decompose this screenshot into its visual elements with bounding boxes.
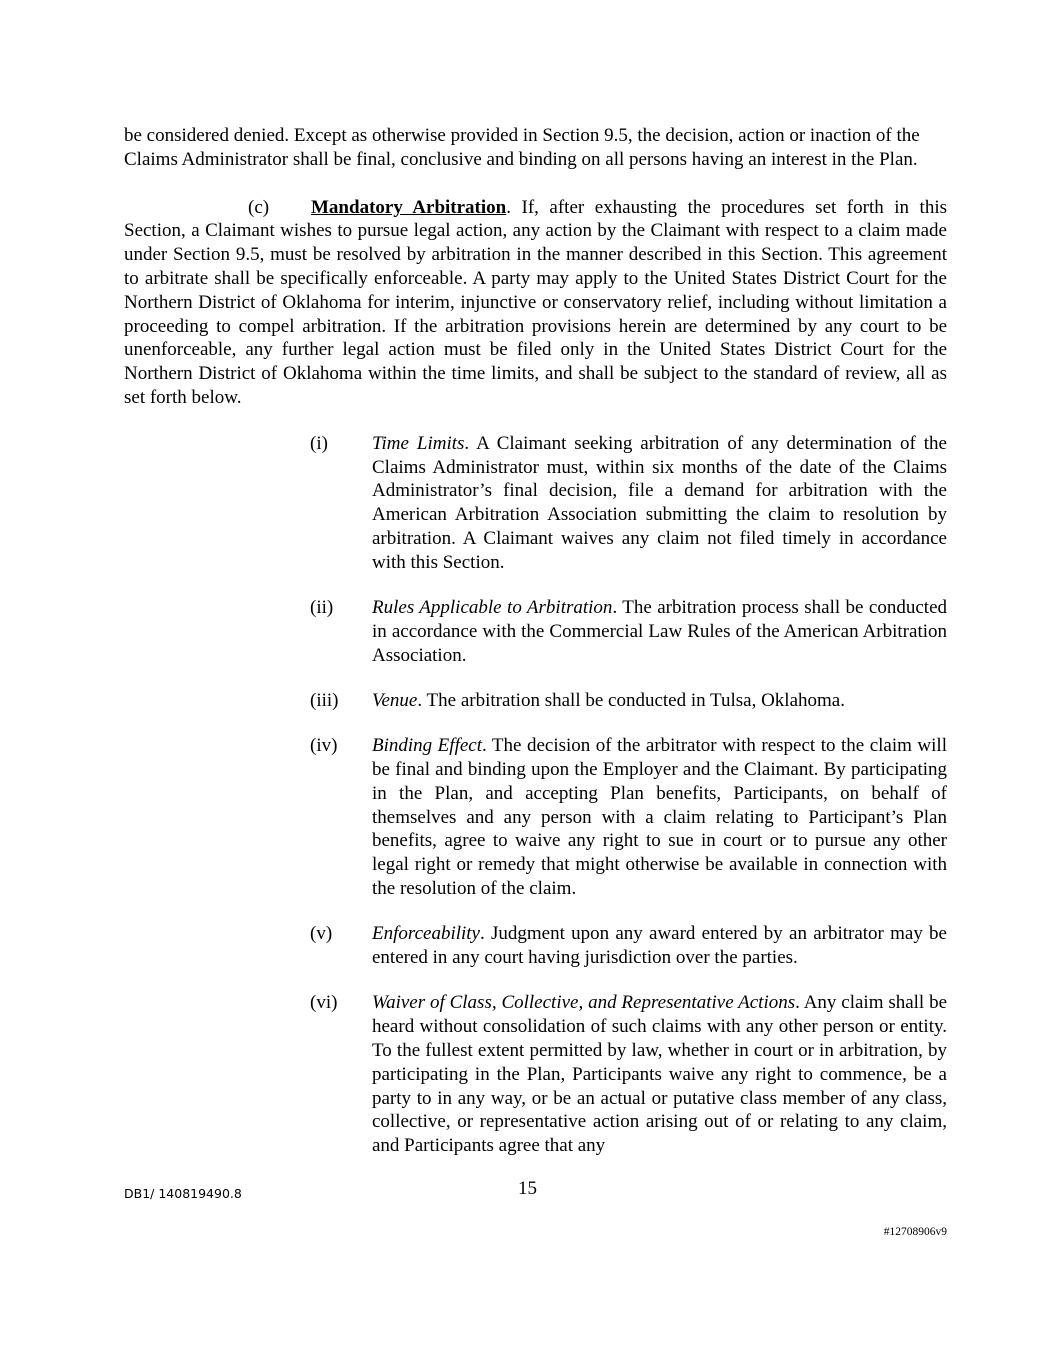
subsection-item: [124, 734, 947, 901]
subsection-item: [124, 689, 947, 713]
subsection-body: [372, 922, 947, 970]
subsection-text: . Any claim shall be heard without consolidation of such claims with any other person or entity. To the fullest extent permitted by law, whether in court or in arbitration, by participating in the Plan, Participants waive any right to commence, be a party to in any way, or be an actual or putative class member of any class, collective, or representative action arising out of or relating to any claim, and Participants agree that any: [372, 992, 948, 1157]
subsection-number: (ii): [310, 597, 334, 619]
subsection-body: [372, 689, 947, 713]
section-c-label: (c): [248, 196, 270, 218]
subsection-item: [124, 991, 947, 1158]
subsection-list: [124, 432, 947, 1158]
subsection-number: (iii): [310, 689, 339, 711]
subsection-title: Rules Applicable to Arbitration: [372, 597, 613, 619]
subsection-text: . The arbitration process shall be conducted in accordance with the Commercial Law Rules of the American Arbitration Association.: [372, 597, 948, 666]
subsection-number: (vi): [310, 992, 338, 1014]
subsection-title: Enforceability: [372, 923, 480, 945]
subsection-title: Binding Effect: [372, 735, 482, 757]
subsection-text: . A Claimant seeking arbitration of any determination of the Claims Administrator must, within six months of the date of the Claims Administrator’s final decision, file a demand for arbitration with the American Arbitration Association submitting the claim to resolution by arbitration. A Claimant waives any claim not filed timely in accordance with this Section.: [372, 432, 947, 573]
section-c-heading: Mandatory Arbitration: [311, 196, 507, 218]
subsection-number: (i): [310, 432, 328, 454]
subsection-title: Time Limits: [372, 432, 465, 454]
document-page: [124, 124, 947, 1179]
subsection-body: [372, 432, 947, 575]
subsection-text: . Judgment upon any award entered by an arbitrator may be entered in any court having jurisdiction over the parties.: [372, 923, 947, 969]
subsection-item: [124, 922, 947, 970]
subsection-body: [372, 991, 947, 1158]
subsection-item: [124, 432, 947, 575]
subsection-text: . The decision of the arbitrator with respect to the claim will be final and binding upon the Employer and the Claimant. By participating in the Plan, and accepting Plan benefits, Participants, on behalf of themselves and any person with a claim relating to Participant’s Plan benefits, agree to waive any right to sue in court or to pursue any other legal right or remedy that might otherwise be available in connection with the resolution of the claim.: [372, 735, 947, 900]
footer-document-id: DB1/ 140819490.8: [124, 1186, 242, 1201]
subsection-number: (iv): [310, 735, 338, 757]
subsection-title: Waiver of Class, Collective, and Representative Actions: [372, 992, 796, 1014]
subsection-title: Venue: [372, 689, 418, 711]
section-c-paragraph: [124, 196, 947, 410]
subsection-text: . The arbitration shall be conducted in Tulsa, Oklahoma.: [417, 689, 845, 711]
subsection-item: [124, 596, 947, 667]
page-number: 15: [518, 1178, 537, 1199]
continuation-paragraph: be considered denied. Except as otherwise provided in Section 9.5, the decision, action or inaction of the Claims Administrator shall be final, conclusive and binding on all persons having an interest in the Plan.: [124, 125, 920, 170]
subsection-number: (v): [310, 923, 333, 945]
subsection-body: [372, 734, 947, 901]
section-c-text: . If, after exhausting the procedures set forth in this Section, a Claimant wishes to pursue legal action, any action by the Claimant with respect to a claim made under Section 9.5, must be resolved by arbitration in the manner described in this Section. This agreement to arbitrate shall be specifically enforceable. A party may apply to the United States District Court for the Northern District of Oklahoma for interim, injunctive or conservatory relief, including without limitation a proceeding to compel arbitration. If the arbitration provisions herein are determined by any court to be unenforceable, any further legal action must be filed only in the United States District Court for the Northern District of Oklahoma within the time limits, and shall be subject to the standard of review, all as set forth below.: [124, 196, 947, 408]
subsection-body: [372, 596, 947, 667]
footer-document-reference: #12708906v9: [883, 1226, 947, 1238]
